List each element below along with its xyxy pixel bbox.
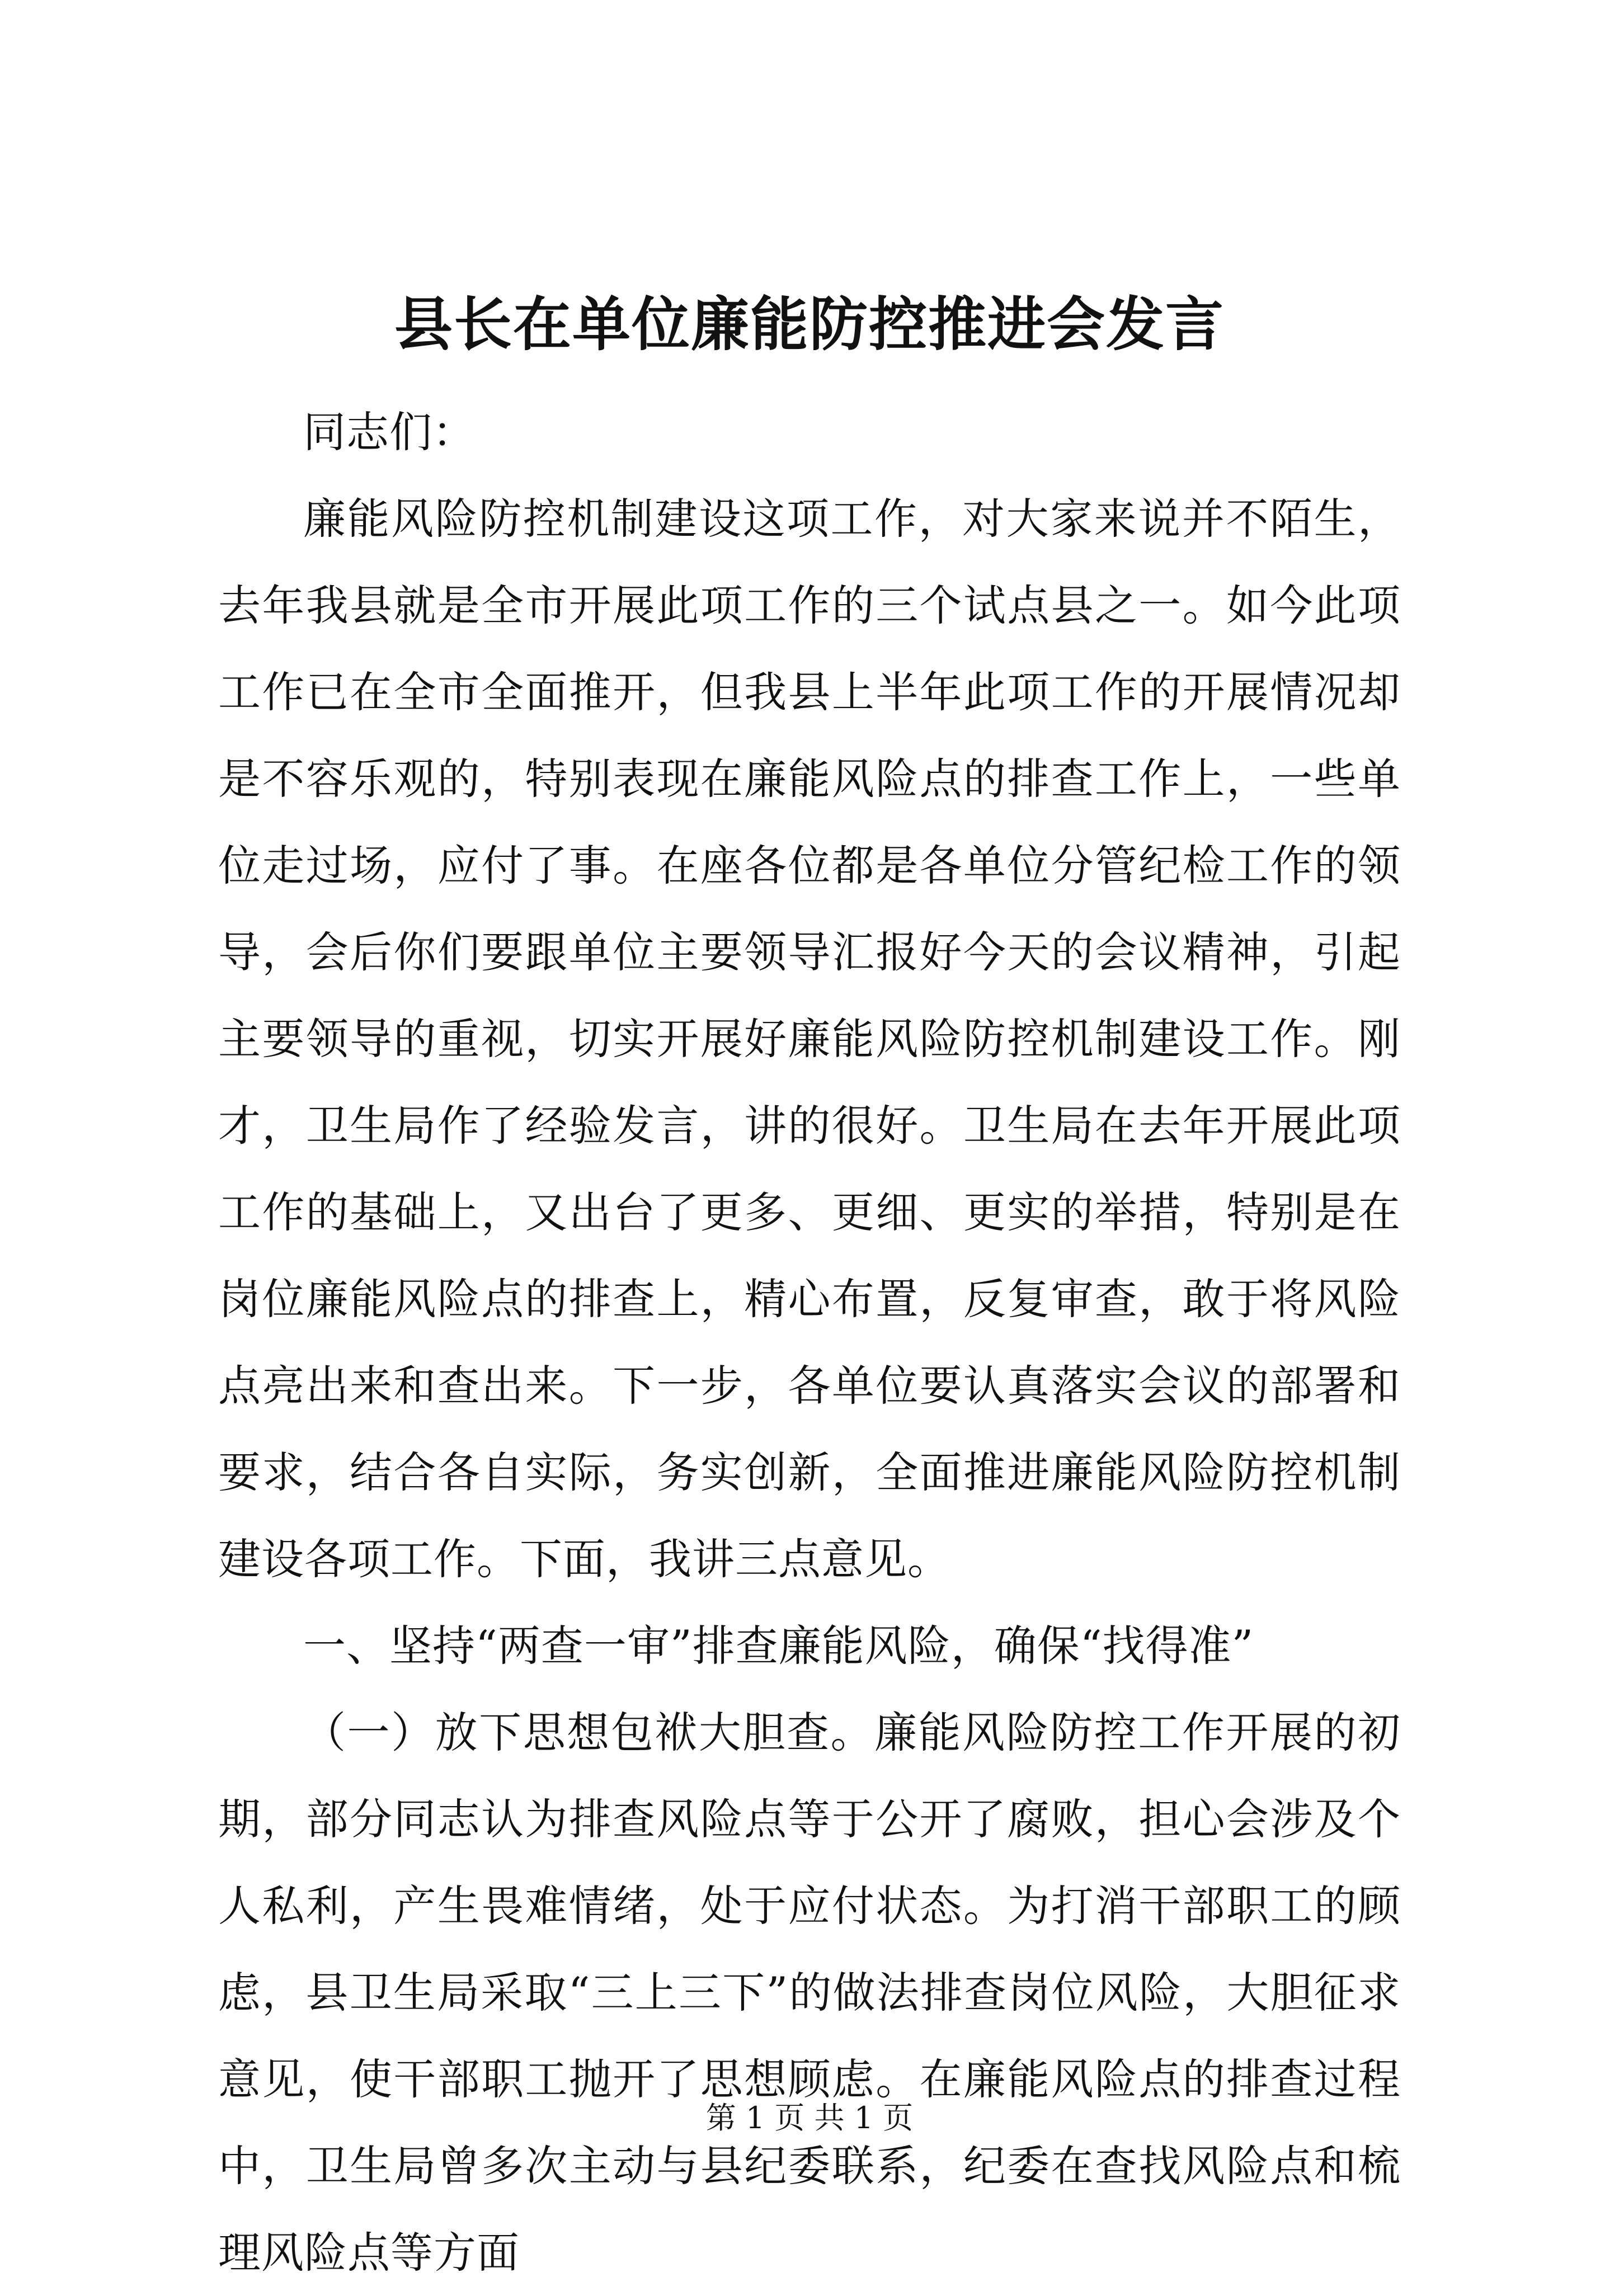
salutation: 同志们： — [303, 407, 476, 457]
document-title: 县长在单位廉能防控推进会发言 — [394, 290, 1225, 359]
paragraph-intro: 廉能风险防控机制建设这项工作，对大家来说并不陌生，去年我县就是全市开展此项工作的三个试点县之一。如今此项工作已在全市全面推开，但我县上半年此项工作的开展情况却是不容乐观的，特别表现在廉能风险点的排查工作上，一些单位走过场，应付了事。在座各位都是各单位分管纪检工作的领导，会后你们要跟单位主要领导汇报好今天的会议精神，引起主要领导的重视，切实开展好廉能风险防控机制建设工作。刚才，卫生局作了经验发言，讲的很好。卫生局在去年开展此项工作的基础上，又出台了更多、更细、更实的举措，特别是在岗位廉能风险点的排查上，精心布置，反复审查，敢于将风险点亮出来和查出来。下一步，各单位要认真落实会议的部署和要求，结合各自实际，务实创新，全面推进廉能风险防控机制建设各项工作。下面，我讲三点意见。 — [218, 494, 1401, 1584]
section-heading-1: 一、坚持“两查一审”排查廉能风险，确保“找得准” — [303, 1621, 1254, 1671]
document-body — [218, 389, 1401, 2296]
paragraph-section-1-1: （一）放下思想包袱大胆查。廉能风险防控工作开展的初期，部分同志认为排查风险点等于公开了腐败，担心会涉及个人私利，产生畏难情绪，处于应付状态。为打消干部职工的顾虑，县卫生局采取“三上三下”的做法排查岗位风险，大胆征求意见，使干部职工抛开了思想顾虑。在廉能风险点的排查过程中，卫生局曾多次主动与县纪委联系，纪委在查找风险点和梳理风险点等方面 — [218, 1708, 1401, 2278]
page-footer: 第 1 页 共 1 页 — [705, 2100, 914, 2135]
